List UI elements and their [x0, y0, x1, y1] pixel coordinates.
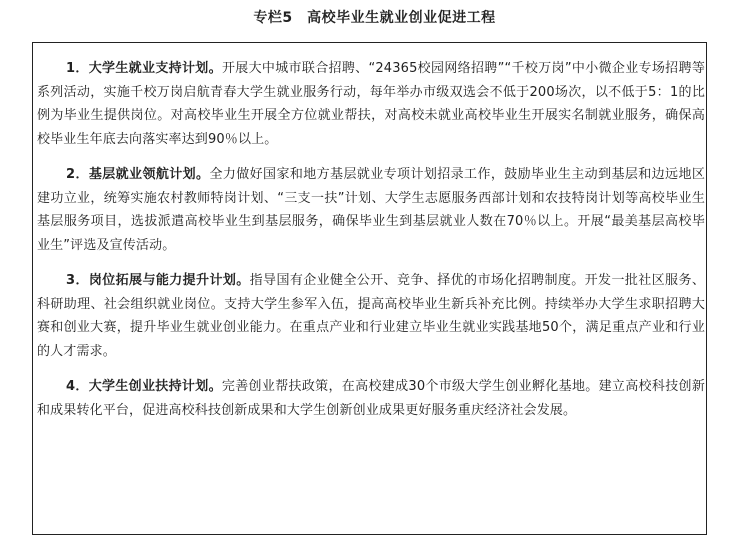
section-2: [37, 163, 705, 257]
section-1-heading: 1．大学生就业支持计划。: [66, 61, 222, 76]
section-1-body: 开展大中城市联合招聘、“24365校园网络招聘”“千校万岗”中小微企业专场招聘等系列活动，实施千校万岗启航青春大学生就业服务行动，每年举办市级双选会不低于200场次，以不低于5：1的比例为毕业生提供岗位。对高校毕业生开展全方位就业帮扶，对高校未就业高校毕业生开展实名制就业服务，确保高校毕业生年底去向落实率达到90％以上。: [37, 61, 705, 147]
column-title: 专栏5 高校毕业生就业创业促进工程: [253, 10, 496, 26]
section-3-body: 指导国有企业健全公开、竞争、择优的市场化招聘制度。开发一批社区服务、科研助理、社会组织就业岗位。支持大学生参军入伍，提高高校毕业生新兵补充比例。持续举办大学生求职招聘大赛和创业大赛，提升毕业生就业创业能力。在重点产业和行业建立毕业生就业实践基地50个，满足重点产业和行业的人才需求。: [37, 273, 705, 359]
section-1: [37, 57, 705, 151]
section-2-heading: 2．基层就业领航计划。: [66, 167, 210, 182]
section-3: [37, 269, 705, 363]
section-4: [37, 375, 705, 422]
section-4-heading: 4．大学生创业扶持计划。: [66, 379, 222, 394]
section-3-heading: 3．岗位拓展与能力提升计划。: [66, 273, 250, 288]
content-box: [32, 42, 707, 535]
section-2-body: 全力做好国家和地方基层就业专项计划招录工作，鼓励毕业生主动到基层和边远地区建功立业，统筹实施农村教师特岗计划、“三支一扶”计划、大学生志愿服务西部计划和农技特岗计划等高校毕业生基层服务项目，选拔派遣高校毕业生到基层服务，确保毕业生到基层就业人数在70％以上。开展“最美基层高校毕业生”评选及宣传活动。: [37, 167, 705, 253]
section-4-body: 完善创业帮扶政策，在高校建成30个市级大学生创业孵化基地。建立高校科技创新和成果转化平台，促进高校科技创新成果和大学生创新创业成果更好服务重庆经济社会发展。: [37, 379, 705, 418]
